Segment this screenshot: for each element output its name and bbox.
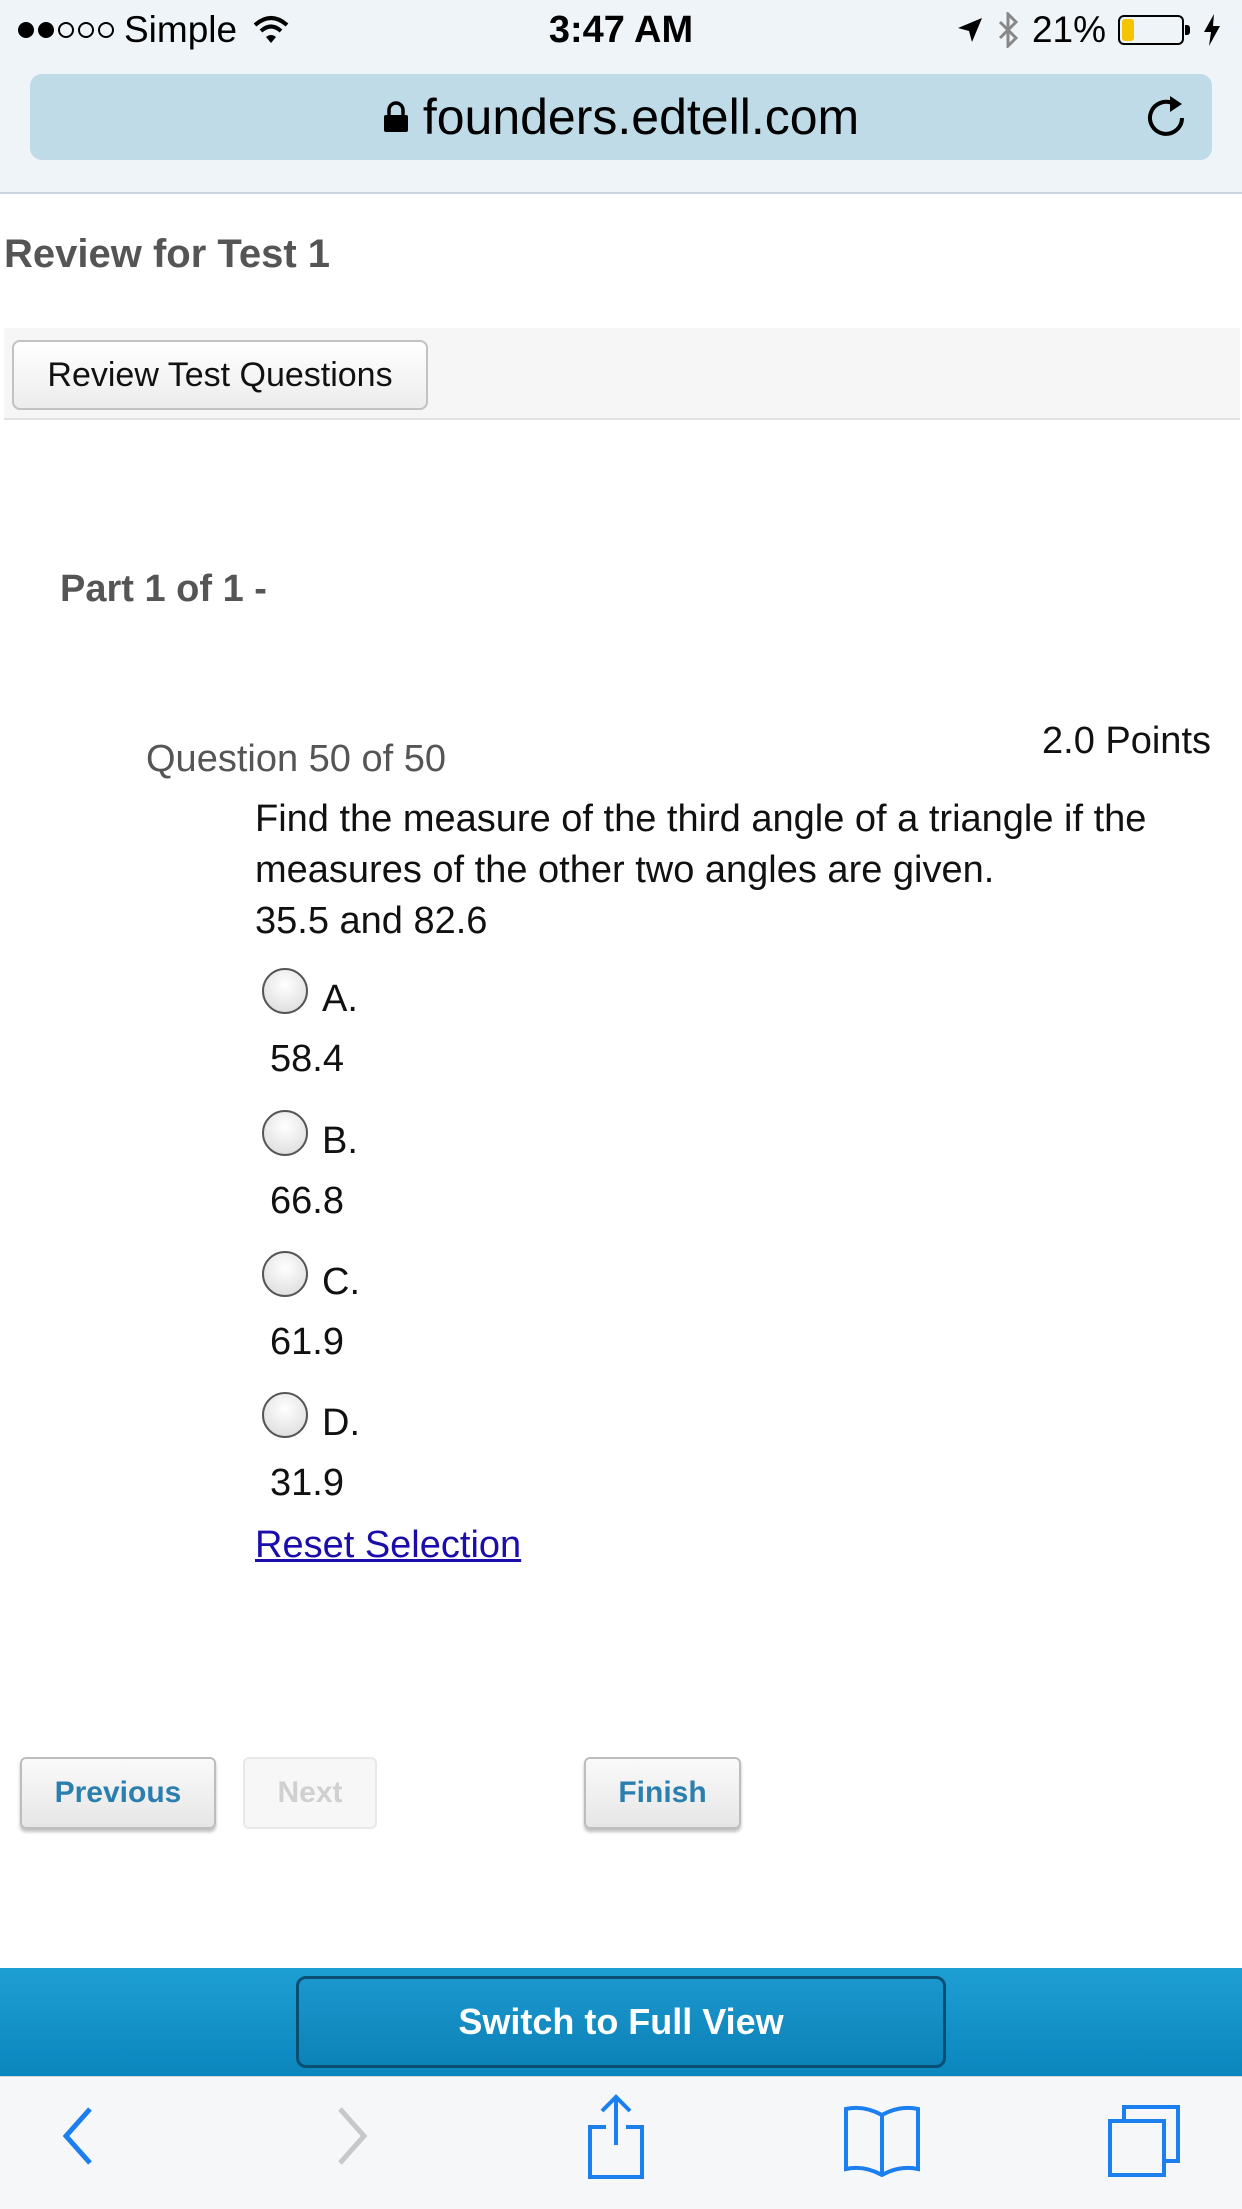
share-icon[interactable] [584, 2093, 648, 2179]
battery-icon [1118, 15, 1184, 45]
browser-top-chrome [0, 0, 1242, 194]
charging-bolt-icon [1202, 14, 1222, 46]
battery-fill [1122, 19, 1134, 41]
tabs-icon[interactable] [1106, 2103, 1182, 2179]
question-number: Question 50 of 50 [146, 738, 446, 780]
previous-button[interactable]: Previous [20, 1757, 216, 1829]
forward-icon[interactable] [330, 2101, 374, 2171]
review-test-questions-button[interactable]: Review Test Questions [12, 340, 428, 410]
radio-button[interactable] [262, 968, 308, 1014]
question-points: 2.0 Points [1042, 720, 1211, 762]
question-text [255, 794, 1215, 947]
address-bar[interactable] [30, 74, 1212, 160]
question-text-line: measures of the other two angles are given. [255, 849, 995, 891]
battery-percent: 21% [1031, 9, 1106, 50]
browser-bottom-toolbar [0, 2076, 1242, 2209]
choice-value: 66.8 [270, 1180, 344, 1222]
question-text-line: Find the measure of the third angle of a triangle if the [255, 798, 1147, 840]
full-view-banner [0, 1968, 1242, 2076]
location-arrow-icon [956, 16, 984, 44]
back-icon[interactable] [56, 2101, 100, 2171]
choice-letter: C. [322, 1261, 360, 1303]
url-text: founders.edtell.com [422, 89, 860, 145]
part-heading: Part 1 of 1 - [60, 568, 267, 610]
radio-button[interactable] [262, 1110, 308, 1156]
choice-letter: B. [322, 1120, 358, 1162]
status-right [956, 0, 1222, 60]
radio-button[interactable] [262, 1392, 308, 1438]
status-bar [0, 0, 1242, 60]
choice-value: 58.4 [270, 1038, 344, 1080]
next-button[interactable]: Next [243, 1757, 377, 1829]
radio-button[interactable] [262, 1251, 308, 1297]
choice-letter: D. [322, 1402, 360, 1444]
bookmarks-icon[interactable] [842, 2103, 922, 2177]
lock-icon [383, 101, 409, 133]
finish-button[interactable]: Finish [584, 1757, 741, 1829]
question-given-values: 35.5 and 82.6 [255, 900, 488, 942]
bluetooth-icon [996, 12, 1020, 48]
choice-value: 61.9 [270, 1321, 344, 1363]
choice-value: 31.9 [270, 1462, 344, 1504]
clock: 3:47 AM [548, 9, 694, 51]
reset-selection-link[interactable]: Reset Selection [255, 1524, 522, 1566]
reload-icon[interactable] [1144, 92, 1190, 142]
choice-letter: A. [322, 978, 358, 1020]
page-toolbar [4, 328, 1240, 420]
switch-to-full-view-button[interactable]: Switch to Full View [296, 1976, 946, 2068]
page-title: Review for Test 1 [4, 232, 331, 276]
carrier-name: Simple [124, 9, 238, 50]
url-display[interactable] [30, 74, 1212, 160]
